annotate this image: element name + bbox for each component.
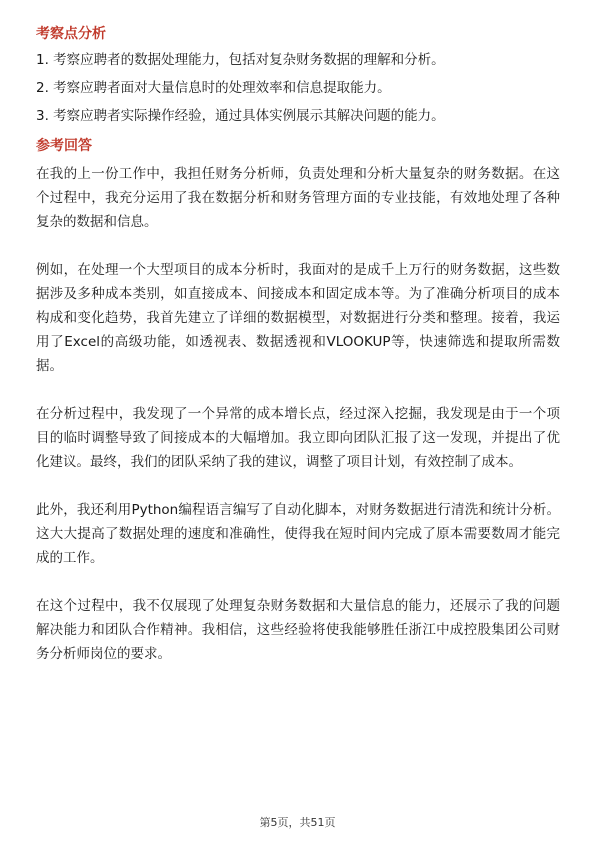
analysis-point-1: 1. 考察应聘者的数据处理能力，包括对复杂财务数据的理解和分析。: [36, 52, 445, 68]
analysis-point-3: 3. 考察应聘者实际操作经验，通过具体实例展示其解决问题的能力。: [36, 108, 445, 124]
answer-paragraph-4: 此外，我还利用Python编程语言编写了自动化脚本，对财务数据进行清洗和统计分析。这大大提高了数据处理的速度和准确性，使得我在短时间内完成了原本需要数周才能完成的工作。: [36, 502, 560, 566]
page-number: 第5页，共51页: [259, 816, 336, 829]
answer-paragraph-3: 在分析过程中，我发现了一个异常的成本增长点，经过深入挖掘，我发现是由于一个项目的临时调整导致了间接成本的大幅增加。我立即向团队汇报了这一发现，并提出了优化建议。最终，我们的团队采纳了我的建议，调整了项目计划，有效控制了成本。: [36, 406, 560, 470]
answer-heading: 参考回答: [36, 138, 92, 154]
analysis-point-2: 2. 考察应聘者面对大量信息时的处理效率和信息提取能力。: [36, 80, 391, 96]
analysis-heading: 考察点分析: [36, 26, 106, 42]
answer-paragraph-5: 在这个过程中，我不仅展现了处理复杂财务数据和大量信息的能力，还展示了我的问题解决能力和团队合作精神。我相信，这些经验将使我能够胜任浙江中成控股集团公司财务分析师岗位的要求。: [36, 598, 560, 662]
answer-paragraph-2: 例如，在处理一个大型项目的成本分析时，我面对的是成千上万行的财务数据，这些数据涉及多种成本类别，如直接成本、间接成本和固定成本等。为了准确分析项目的成本构成和变化趋势，我首先建立了详细的数据模型，对数据进行分类和整理。接着，我运用了Excel的高级功能，如透视表、数据透视和VLOOKUP等，快速筛选和提取所需数据。: [36, 262, 560, 374]
answer-paragraph-1: 在我的上一份工作中，我担任财务分析师，负责处理和分析大量复杂的财务数据。在这个过程中，我充分运用了我在数据分析和财务管理方面的专业技能，有效地处理了各种复杂的数据和信息。: [36, 166, 560, 230]
page-content: [36, 24, 560, 666]
